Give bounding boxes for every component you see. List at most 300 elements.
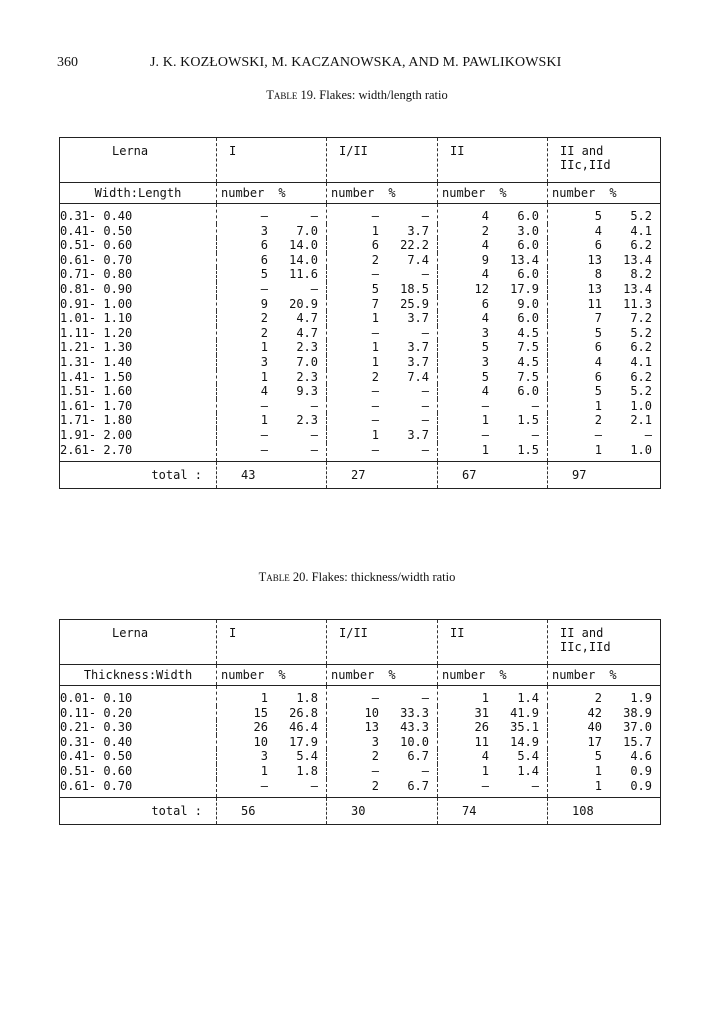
data-cell bbox=[548, 399, 661, 414]
count-value: 2 bbox=[594, 691, 602, 705]
data-cell bbox=[438, 413, 548, 428]
percent-value: 9.3 bbox=[296, 384, 318, 399]
data-cell bbox=[217, 779, 327, 798]
count-value: 5 bbox=[594, 384, 602, 399]
count-value: 1 bbox=[481, 691, 489, 705]
percent-value: 1.8 bbox=[296, 691, 318, 705]
percent-value: 2.3 bbox=[296, 413, 318, 428]
percent-value: – bbox=[310, 398, 318, 413]
data-cell bbox=[438, 267, 548, 282]
count-value: – bbox=[481, 778, 489, 793]
count-value: 6 bbox=[481, 296, 489, 311]
data-cell bbox=[548, 253, 661, 268]
percent-value: – bbox=[421, 691, 429, 705]
table-row bbox=[60, 413, 661, 428]
data-cell bbox=[548, 686, 661, 706]
data-cell bbox=[438, 224, 548, 239]
number-header: number bbox=[442, 668, 486, 682]
table-row bbox=[60, 355, 661, 370]
data-cell bbox=[217, 267, 327, 282]
data-cell bbox=[217, 443, 327, 462]
count-value: 1 bbox=[371, 354, 379, 369]
data-cell bbox=[217, 384, 327, 399]
data-cell bbox=[548, 413, 661, 428]
data-cell bbox=[327, 735, 438, 750]
percent-value: – bbox=[531, 778, 539, 793]
percent-value: 6.2 bbox=[630, 340, 652, 355]
data-cell bbox=[217, 706, 327, 721]
data-cell bbox=[548, 720, 661, 735]
table-19-label: Table 19. bbox=[266, 88, 317, 102]
group-header: II bbox=[438, 620, 548, 665]
percent-value: 17.9 bbox=[289, 734, 318, 749]
data-cell bbox=[438, 764, 548, 779]
table-row bbox=[60, 204, 661, 224]
percent-value: 4.5 bbox=[517, 354, 539, 369]
table-row bbox=[60, 340, 661, 355]
percent-value: 25.9 bbox=[400, 296, 429, 311]
data-cell bbox=[438, 238, 548, 253]
percent-value: 3.7 bbox=[407, 427, 429, 442]
ratio-range: 0.31- 0.40 bbox=[60, 734, 133, 749]
data-cell bbox=[327, 720, 438, 735]
percent-value: – bbox=[421, 267, 429, 282]
count-value: 6 bbox=[594, 369, 602, 384]
group-header: I/II bbox=[327, 620, 438, 665]
data-cell bbox=[327, 443, 438, 462]
group-header: I/II bbox=[327, 138, 438, 183]
percent-value: 22.2 bbox=[400, 238, 429, 253]
percent-value: 2.3 bbox=[296, 369, 318, 384]
data-cell bbox=[438, 686, 548, 706]
column-header-row bbox=[60, 183, 661, 204]
data-cell bbox=[548, 204, 661, 224]
table-row bbox=[60, 735, 661, 750]
number-header: number bbox=[331, 186, 375, 200]
data-cell bbox=[438, 253, 548, 268]
percent-value: 7.5 bbox=[517, 369, 539, 384]
data-cell bbox=[217, 297, 327, 312]
percent-value: 7.4 bbox=[407, 369, 429, 384]
data-cell bbox=[217, 764, 327, 779]
number-percent-header bbox=[438, 665, 548, 686]
data-cell bbox=[217, 282, 327, 297]
ratio-range: 1.31- 1.40 bbox=[60, 354, 133, 369]
number-header: number bbox=[221, 668, 265, 682]
data-cell bbox=[548, 764, 661, 779]
data-cell bbox=[438, 399, 548, 414]
percent-value: 4.1 bbox=[630, 354, 652, 369]
count-value: 13 bbox=[587, 252, 602, 267]
number-percent-header bbox=[548, 183, 661, 204]
table-row bbox=[60, 706, 661, 721]
percent-value: 3.7 bbox=[407, 354, 429, 369]
percent-value: 6.0 bbox=[517, 209, 539, 223]
count-value: 4 bbox=[481, 311, 489, 326]
count-value: 4 bbox=[260, 384, 268, 399]
data-cell bbox=[438, 311, 548, 326]
percent-header: % bbox=[388, 668, 396, 682]
count-value: 2 bbox=[371, 369, 379, 384]
ratio-range: 0.41- 0.50 bbox=[60, 223, 133, 238]
percent-value: 4.6 bbox=[630, 749, 652, 764]
percent-value: – bbox=[310, 209, 318, 223]
table-row bbox=[60, 779, 661, 798]
percent-value: 1.9 bbox=[630, 691, 652, 705]
data-cell bbox=[548, 224, 661, 239]
data-cell bbox=[327, 370, 438, 385]
count-value: – bbox=[371, 209, 379, 223]
data-cell bbox=[548, 326, 661, 341]
count-value: – bbox=[371, 442, 379, 457]
table-row bbox=[60, 267, 661, 282]
count-value: 3 bbox=[260, 223, 268, 238]
percent-value: 1.8 bbox=[296, 763, 318, 778]
percent-value: 6.7 bbox=[407, 778, 429, 793]
percent-header: % bbox=[499, 186, 507, 200]
count-value: – bbox=[260, 442, 268, 457]
ratio-range: 1.21- 1.30 bbox=[60, 340, 133, 355]
count-value: 40 bbox=[587, 720, 602, 735]
table-row bbox=[60, 749, 661, 764]
percent-value: – bbox=[421, 763, 429, 778]
count-value: 5 bbox=[260, 267, 268, 282]
percent-value: 11.3 bbox=[623, 296, 652, 311]
table-row bbox=[60, 428, 661, 443]
percent-value: – bbox=[310, 281, 318, 296]
data-cell bbox=[327, 326, 438, 341]
table-row bbox=[60, 384, 661, 399]
percent-value: – bbox=[531, 427, 539, 442]
count-value: 13 bbox=[587, 281, 602, 296]
data-cell bbox=[327, 384, 438, 399]
count-value: – bbox=[371, 691, 379, 705]
percent-value: 7.2 bbox=[630, 311, 652, 326]
percent-value: 4.7 bbox=[296, 325, 318, 340]
page-number: 360 bbox=[57, 55, 78, 70]
count-value: – bbox=[260, 398, 268, 413]
percent-value: 14.9 bbox=[510, 734, 539, 749]
data-cell bbox=[327, 282, 438, 297]
data-cell bbox=[327, 764, 438, 779]
group-header-row bbox=[60, 620, 661, 665]
ratio-range: 0.11- 0.20 bbox=[60, 705, 133, 720]
table-row bbox=[60, 764, 661, 779]
data-cell bbox=[217, 311, 327, 326]
percent-value: 9.0 bbox=[517, 296, 539, 311]
ratio-range: 0.01- 0.10 bbox=[60, 691, 133, 705]
count-value: 2 bbox=[371, 749, 379, 764]
count-value: 1 bbox=[481, 763, 489, 778]
ratio-range: 1.61- 1.70 bbox=[60, 398, 133, 413]
data-cell bbox=[548, 238, 661, 253]
percent-value: 14.0 bbox=[289, 252, 318, 267]
percent-value: 6.0 bbox=[517, 238, 539, 253]
percent-value: 7.4 bbox=[407, 252, 429, 267]
count-value: 4 bbox=[594, 223, 602, 238]
table-row bbox=[60, 326, 661, 341]
count-value: 31 bbox=[474, 705, 489, 720]
count-value: 12 bbox=[474, 281, 489, 296]
count-value: 1 bbox=[371, 340, 379, 355]
count-value: 3 bbox=[481, 354, 489, 369]
data-cell bbox=[438, 204, 548, 224]
count-value: 4 bbox=[481, 209, 489, 223]
data-cell bbox=[217, 749, 327, 764]
table-20-label: Table 20. bbox=[258, 570, 309, 584]
data-cell bbox=[217, 735, 327, 750]
count-value: – bbox=[260, 427, 268, 442]
data-cell bbox=[548, 443, 661, 462]
percent-value: 5.2 bbox=[630, 325, 652, 340]
count-value: 2 bbox=[481, 223, 489, 238]
number-header: number bbox=[442, 186, 486, 200]
data-cell bbox=[327, 706, 438, 721]
ratio-range: 0.31- 0.40 bbox=[60, 209, 133, 223]
data-cell bbox=[438, 370, 548, 385]
group-header: I bbox=[217, 138, 327, 183]
ratio-range: 2.61- 2.70 bbox=[60, 442, 133, 457]
data-cell bbox=[327, 238, 438, 253]
count-value: 1 bbox=[260, 763, 268, 778]
data-cell bbox=[327, 297, 438, 312]
ratio-range: 1.71- 1.80 bbox=[60, 413, 133, 428]
percent-value: 13.4 bbox=[510, 252, 539, 267]
count-value: 6 bbox=[371, 238, 379, 253]
data-cell bbox=[217, 428, 327, 443]
count-value: 3 bbox=[371, 734, 379, 749]
ratio-range: 0.61- 0.70 bbox=[60, 252, 133, 267]
corner-label: Lerna bbox=[112, 144, 149, 158]
data-cell bbox=[548, 370, 661, 385]
percent-value: 38.9 bbox=[623, 705, 652, 720]
count-value: 2 bbox=[260, 325, 268, 340]
ratio-header: Thickness:Width bbox=[60, 665, 217, 686]
number-percent-header bbox=[327, 665, 438, 686]
data-cell bbox=[548, 311, 661, 326]
data-cell bbox=[438, 384, 548, 399]
data-cell bbox=[217, 413, 327, 428]
ratio-range: 0.61- 0.70 bbox=[60, 778, 133, 793]
ratio-range: 0.91- 1.00 bbox=[60, 296, 133, 311]
percent-value: – bbox=[421, 398, 429, 413]
percent-value: – bbox=[421, 209, 429, 223]
percent-value: 17.9 bbox=[510, 281, 539, 296]
count-value: 6 bbox=[594, 340, 602, 355]
data-cell bbox=[438, 340, 548, 355]
total-value: 56 bbox=[217, 798, 327, 825]
percent-value: 26.8 bbox=[289, 705, 318, 720]
table-20 bbox=[59, 619, 661, 825]
count-value: 1 bbox=[594, 763, 602, 778]
percent-value: 1.5 bbox=[517, 442, 539, 457]
percent-value: – bbox=[421, 384, 429, 399]
total-row bbox=[60, 798, 661, 825]
data-cell bbox=[327, 779, 438, 798]
table-20-title: Flakes: thickness/width ratio bbox=[311, 570, 456, 584]
count-value: 1 bbox=[594, 398, 602, 413]
count-value: 6 bbox=[594, 238, 602, 253]
total-row bbox=[60, 462, 661, 489]
percent-value: – bbox=[421, 413, 429, 428]
percent-value: 4.1 bbox=[630, 223, 652, 238]
group-header: II and IIc,IId bbox=[548, 620, 661, 665]
count-value: 5 bbox=[594, 209, 602, 223]
count-value: 1 bbox=[260, 340, 268, 355]
count-value: 5 bbox=[371, 281, 379, 296]
data-cell bbox=[548, 355, 661, 370]
number-header: number bbox=[552, 668, 596, 682]
data-cell bbox=[327, 204, 438, 224]
ratio-range: 0.51- 0.60 bbox=[60, 238, 133, 253]
count-value: 5 bbox=[481, 340, 489, 355]
data-cell bbox=[327, 749, 438, 764]
data-cell bbox=[217, 224, 327, 239]
percent-value: 11.6 bbox=[289, 267, 318, 282]
number-percent-header bbox=[438, 183, 548, 204]
data-cell bbox=[438, 326, 548, 341]
data-cell bbox=[548, 267, 661, 282]
data-cell bbox=[438, 749, 548, 764]
data-cell bbox=[438, 428, 548, 443]
percent-value: 1.4 bbox=[517, 691, 539, 705]
count-value: – bbox=[594, 427, 602, 442]
data-cell bbox=[438, 355, 548, 370]
ratio-range: 0.71- 0.80 bbox=[60, 267, 133, 282]
count-value: 26 bbox=[253, 720, 268, 735]
percent-value: 5.4 bbox=[296, 749, 318, 764]
total-value: 67 bbox=[438, 462, 548, 489]
count-value: 4 bbox=[481, 267, 489, 282]
percent-value: 13.4 bbox=[623, 252, 652, 267]
count-value: – bbox=[371, 384, 379, 399]
percent-value: 4.7 bbox=[296, 311, 318, 326]
percent-value: 35.1 bbox=[510, 720, 539, 735]
table-row bbox=[60, 720, 661, 735]
running-head: J. K. KOZŁOWSKI, M. KACZANOWSKA, AND M. PAWLIKOWSKI bbox=[150, 55, 562, 70]
data-cell bbox=[217, 355, 327, 370]
percent-header: % bbox=[278, 668, 286, 682]
total-value: 108 bbox=[548, 798, 661, 825]
data-cell bbox=[548, 282, 661, 297]
count-value: 5 bbox=[594, 325, 602, 340]
data-cell bbox=[217, 326, 327, 341]
percent-value: – bbox=[531, 398, 539, 413]
percent-value: 7.0 bbox=[296, 223, 318, 238]
data-cell bbox=[327, 253, 438, 268]
percent-value: 20.9 bbox=[289, 296, 318, 311]
data-cell bbox=[217, 340, 327, 355]
count-value: – bbox=[371, 267, 379, 282]
data-cell bbox=[217, 686, 327, 706]
percent-value: 8.2 bbox=[630, 267, 652, 282]
count-value: 9 bbox=[260, 296, 268, 311]
data-cell bbox=[548, 297, 661, 312]
count-value: 1 bbox=[594, 442, 602, 457]
count-value: – bbox=[371, 763, 379, 778]
table-row bbox=[60, 238, 661, 253]
percent-value: 6.2 bbox=[630, 369, 652, 384]
number-header: number bbox=[331, 668, 375, 682]
percent-value: 43.3 bbox=[400, 720, 429, 735]
count-value: 5 bbox=[594, 749, 602, 764]
percent-value: 3.7 bbox=[407, 340, 429, 355]
count-value: 7 bbox=[371, 296, 379, 311]
table-row bbox=[60, 443, 661, 462]
count-value: – bbox=[481, 398, 489, 413]
table-row bbox=[60, 297, 661, 312]
number-percent-header bbox=[217, 665, 327, 686]
data-cell bbox=[327, 428, 438, 443]
count-value: 15 bbox=[253, 705, 268, 720]
count-value: 2 bbox=[371, 778, 379, 793]
count-value: 4 bbox=[481, 749, 489, 764]
percent-value: 6.7 bbox=[407, 749, 429, 764]
data-cell bbox=[438, 706, 548, 721]
data-cell bbox=[548, 340, 661, 355]
data-cell bbox=[438, 282, 548, 297]
percent-value: 2.3 bbox=[296, 340, 318, 355]
data-cell bbox=[438, 720, 548, 735]
total-value: 30 bbox=[327, 798, 438, 825]
count-value: 4 bbox=[594, 354, 602, 369]
total-value: 43 bbox=[217, 462, 327, 489]
percent-value: 6.0 bbox=[517, 311, 539, 326]
percent-value: 0.9 bbox=[630, 763, 652, 778]
ratio-header: Width:Length bbox=[60, 183, 217, 204]
count-value: – bbox=[371, 325, 379, 340]
count-value: 5 bbox=[481, 369, 489, 384]
percent-value: 3.7 bbox=[407, 223, 429, 238]
count-value: – bbox=[481, 427, 489, 442]
count-value: 2 bbox=[260, 311, 268, 326]
percent-value: 37.0 bbox=[623, 720, 652, 735]
data-cell bbox=[327, 311, 438, 326]
percent-value: – bbox=[421, 325, 429, 340]
data-cell bbox=[438, 779, 548, 798]
count-value: 1 bbox=[481, 413, 489, 428]
count-value: 3 bbox=[260, 354, 268, 369]
number-percent-header bbox=[217, 183, 327, 204]
number-header: number bbox=[552, 186, 596, 200]
percent-value: 6.0 bbox=[517, 384, 539, 399]
data-cell bbox=[327, 267, 438, 282]
count-value: 1 bbox=[371, 427, 379, 442]
count-value: 4 bbox=[481, 238, 489, 253]
number-header: number bbox=[221, 186, 265, 200]
data-cell bbox=[438, 443, 548, 462]
ratio-range: 1.11- 1.20 bbox=[60, 325, 133, 340]
percent-header: % bbox=[609, 668, 617, 682]
table-20-caption bbox=[0, 570, 714, 585]
ratio-range: 0.21- 0.30 bbox=[60, 720, 133, 735]
ratio-range: 0.81- 0.90 bbox=[60, 281, 133, 296]
data-cell bbox=[548, 749, 661, 764]
data-cell bbox=[217, 370, 327, 385]
count-value: 4 bbox=[481, 384, 489, 399]
count-value: – bbox=[260, 209, 268, 223]
ratio-range: 1.51- 1.60 bbox=[60, 384, 133, 399]
data-cell bbox=[438, 735, 548, 750]
count-value: 1 bbox=[371, 223, 379, 238]
percent-value: 7.0 bbox=[296, 354, 318, 369]
ratio-range: 0.41- 0.50 bbox=[60, 749, 133, 764]
data-cell bbox=[327, 355, 438, 370]
total-value: 27 bbox=[327, 462, 438, 489]
number-percent-header bbox=[548, 665, 661, 686]
percent-value: 18.5 bbox=[400, 281, 429, 296]
percent-value: – bbox=[310, 778, 318, 793]
